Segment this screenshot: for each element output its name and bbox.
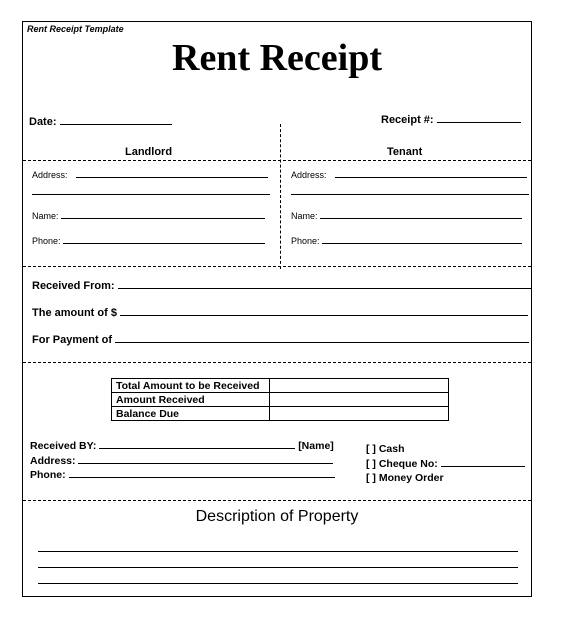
cheque-checkbox: [ ] Cheque No:	[366, 458, 438, 470]
date-line	[60, 123, 172, 125]
landlord-name-label: Name:	[32, 211, 59, 221]
amount-line	[120, 314, 528, 316]
amount-received-label: Amount Received	[112, 393, 270, 407]
date-label: Date:	[29, 116, 57, 128]
table-row	[112, 407, 449, 421]
description-line[interactable]	[38, 583, 518, 584]
tenant-phone-line	[322, 242, 522, 244]
page-title: Rent Receipt	[172, 37, 382, 79]
landlord-name-line	[61, 217, 265, 219]
landlord-name-field[interactable]	[32, 211, 265, 221]
tenant-address-field[interactable]	[291, 170, 527, 180]
table-row	[112, 379, 449, 393]
description-title: Description of Property	[195, 508, 359, 525]
received-by-address-field[interactable]	[30, 455, 333, 467]
landlord-address-line	[76, 176, 268, 178]
divider-2	[23, 266, 531, 267]
tenant-heading: Tenant	[387, 146, 423, 158]
for-payment-field[interactable]	[32, 334, 529, 346]
cheque-number-line	[441, 465, 525, 467]
balance-due-value[interactable]	[270, 407, 449, 421]
amount-label: The amount of $	[32, 307, 117, 319]
divider-3	[23, 362, 531, 363]
total-amount-value[interactable]	[270, 379, 449, 393]
receipt-form	[22, 21, 532, 597]
tenant-address-line-2	[291, 194, 529, 195]
table-row	[112, 393, 449, 407]
tenant-phone-field[interactable]	[291, 236, 522, 246]
column-divider	[280, 124, 281, 269]
amounts-table	[111, 378, 449, 421]
description-line[interactable]	[38, 551, 518, 552]
received-by-phone-field[interactable]	[30, 469, 335, 481]
received-by-line	[99, 447, 295, 449]
received-by-field[interactable]	[30, 440, 334, 452]
received-by-phone-line	[69, 476, 335, 478]
received-by-label: Received BY:	[30, 440, 97, 452]
received-by-phone-label: Phone:	[30, 469, 66, 481]
description-line[interactable]	[38, 567, 518, 568]
receipt-number-field[interactable]	[381, 114, 521, 126]
landlord-phone-field[interactable]	[32, 236, 265, 246]
tenant-name-field[interactable]	[291, 211, 522, 221]
received-by-address-line	[78, 462, 333, 464]
landlord-address-line-2	[32, 194, 270, 195]
receipt-number-label: Receipt #:	[381, 114, 434, 126]
cash-checkbox[interactable]: [ ] Cash	[366, 443, 405, 455]
landlord-phone-label: Phone:	[32, 236, 61, 246]
for-payment-label: For Payment of	[32, 334, 113, 346]
received-by-address-label: Address:	[30, 455, 76, 467]
received-by-name-hint: [Name]	[298, 440, 334, 452]
tenant-name-line	[320, 217, 522, 219]
total-amount-label: Total Amount to be Received	[112, 379, 270, 393]
cheque-field[interactable]	[366, 458, 525, 470]
amount-field[interactable]	[32, 307, 528, 319]
tenant-phone-label: Phone:	[291, 236, 320, 246]
money-order-checkbox[interactable]: [ ] Money Order	[366, 472, 444, 484]
landlord-address-label: Address:	[32, 170, 68, 180]
for-payment-line	[115, 341, 529, 343]
amount-received-value[interactable]	[270, 393, 449, 407]
tenant-address-label: Address:	[291, 170, 327, 180]
received-from-field[interactable]	[32, 280, 532, 292]
date-field[interactable]	[29, 116, 172, 128]
landlord-heading: Landlord	[125, 146, 173, 158]
landlord-phone-line	[63, 242, 265, 244]
tenant-name-label: Name:	[291, 211, 318, 221]
divider-4	[23, 500, 531, 501]
receipt-number-line	[437, 121, 521, 123]
template-label: Rent Receipt Template	[27, 24, 124, 34]
divider-1	[23, 160, 531, 161]
landlord-address-field[interactable]	[32, 170, 268, 180]
tenant-address-line	[335, 176, 527, 178]
received-from-label: Received From:	[32, 280, 115, 292]
balance-due-label: Balance Due	[112, 407, 270, 421]
received-from-line	[118, 287, 532, 289]
